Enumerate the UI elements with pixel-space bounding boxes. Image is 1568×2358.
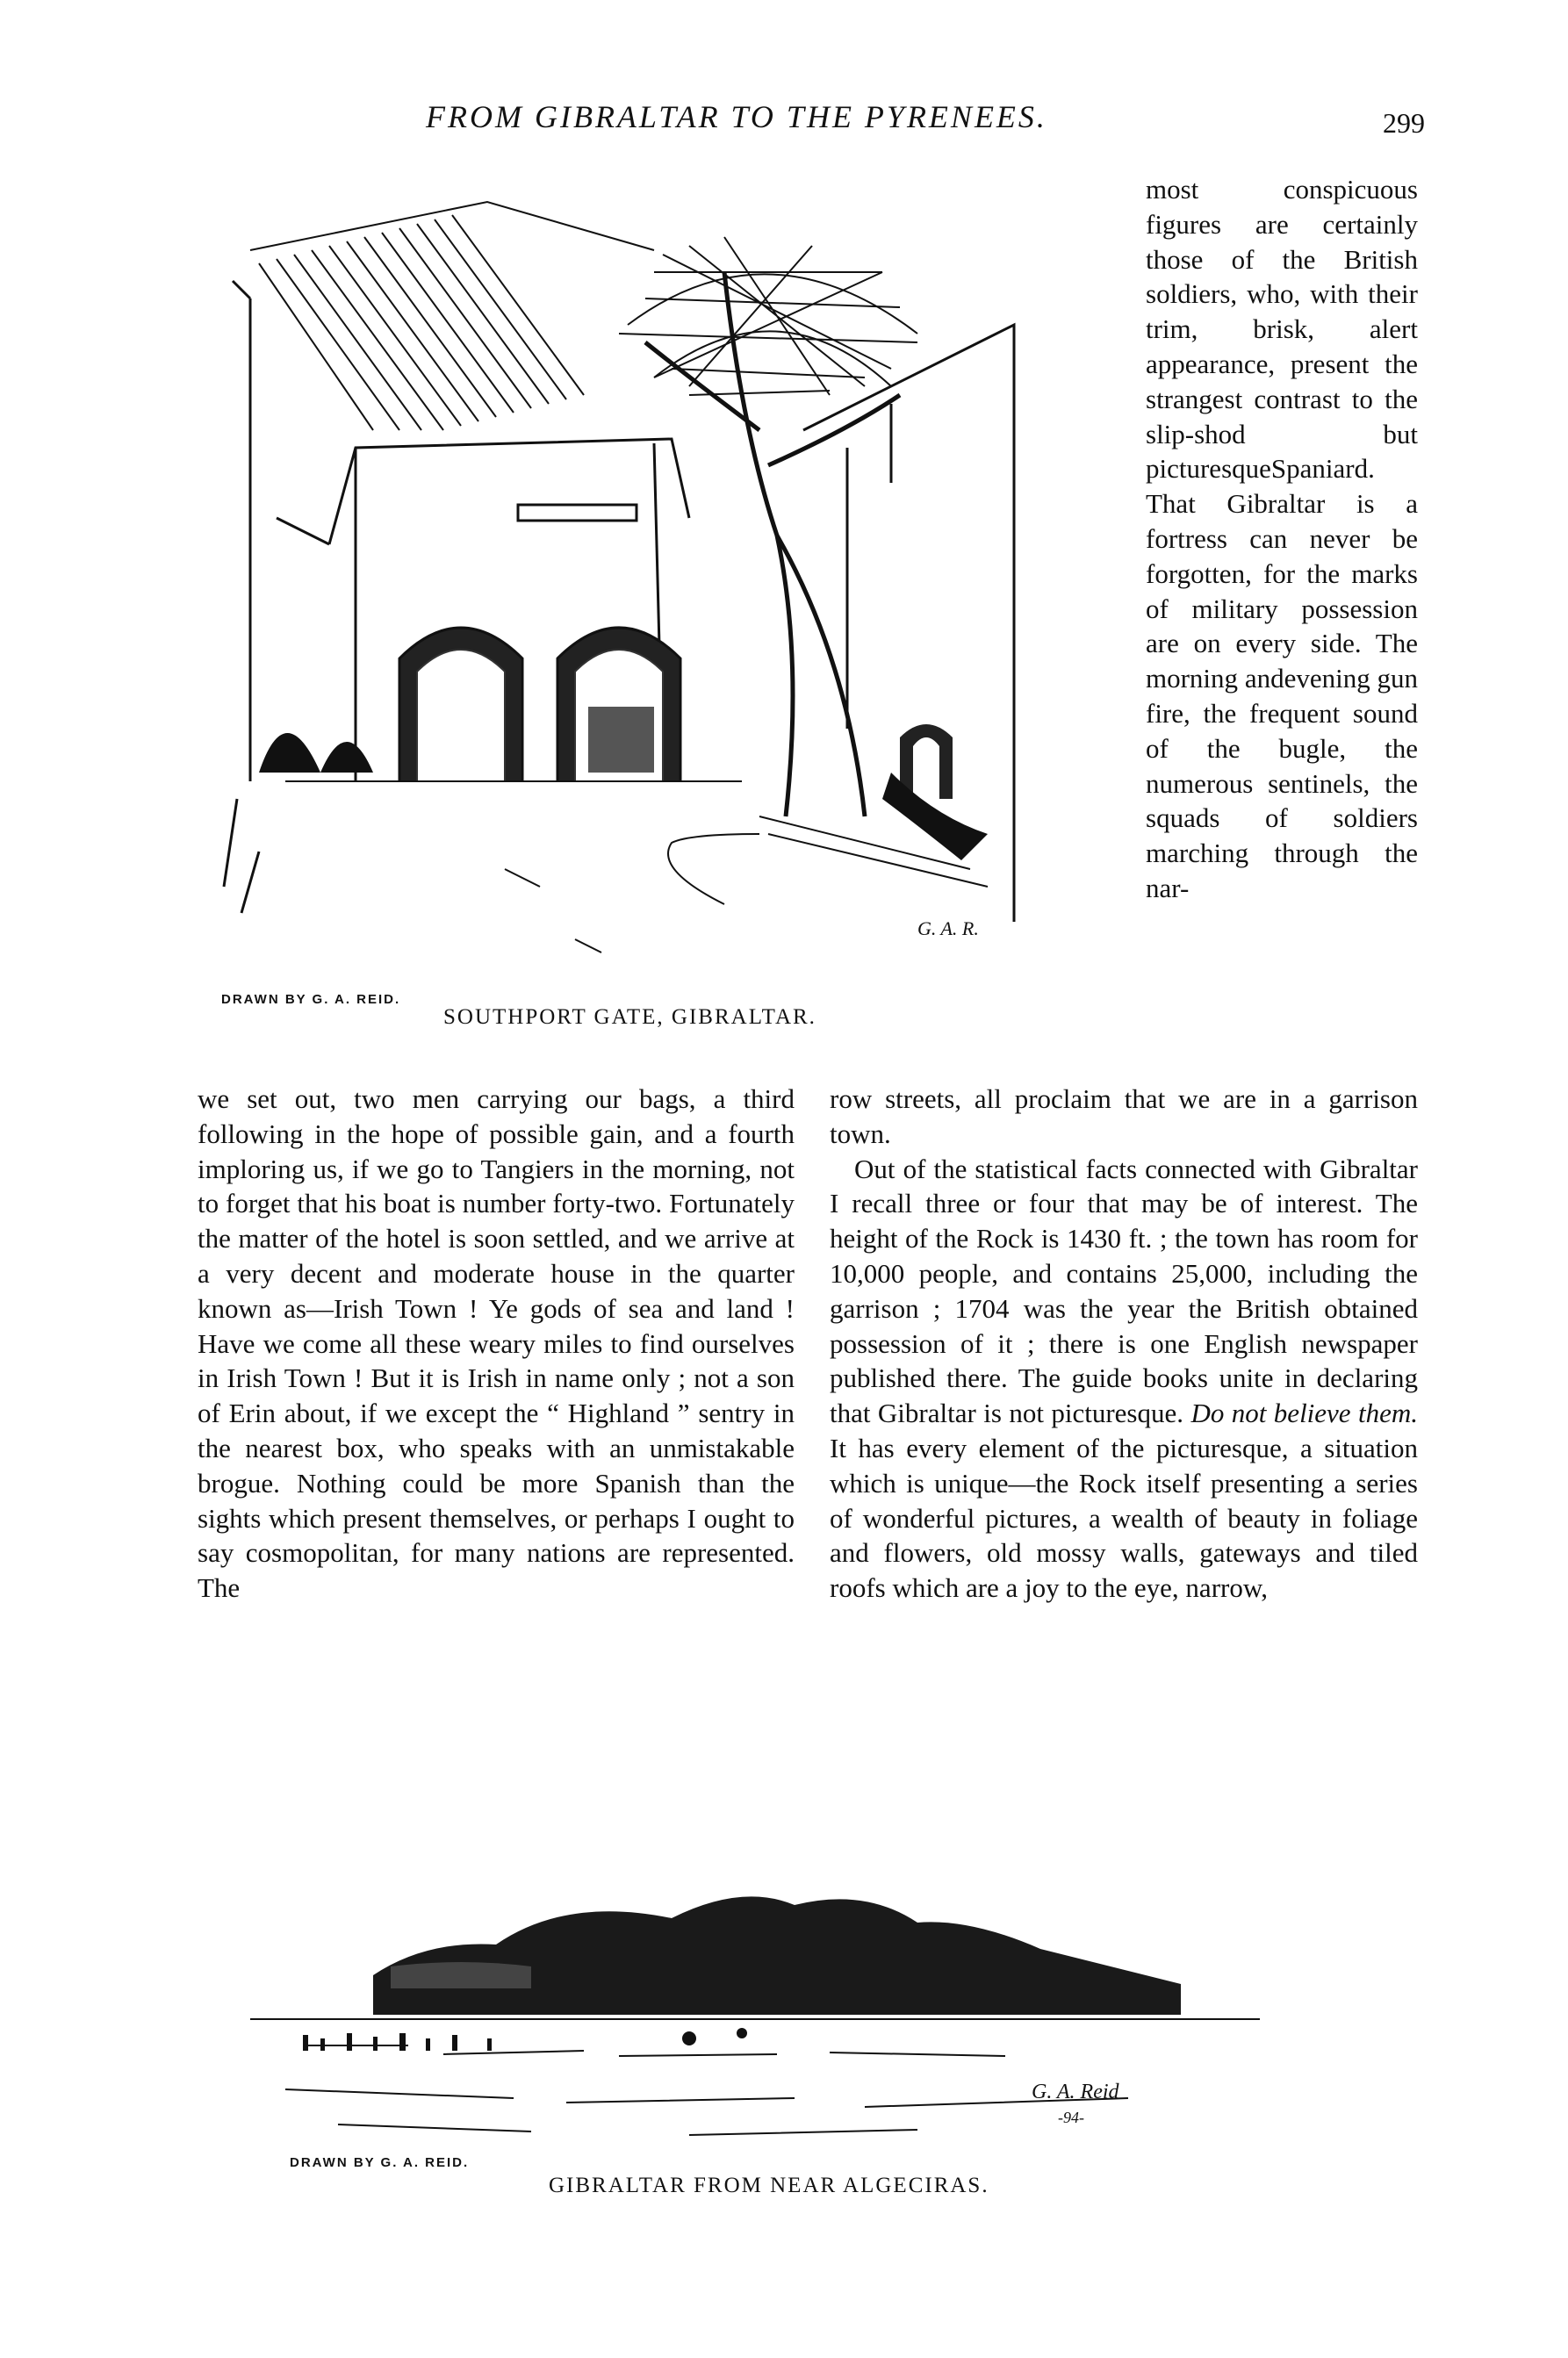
text-column-left bbox=[198, 1082, 795, 1606]
text-column-right bbox=[830, 1082, 1418, 1606]
gibraltar-rock-illustration bbox=[250, 1835, 1260, 2160]
figure-2-caption: GIBRALTAR FROM NEAR ALGECIRAS. bbox=[549, 2174, 989, 2197]
right-paragraph-2-start: Out of the statistical facts connected with Gibraltar I recall three or four that may be of interest. The height of the Rock is 1430 ft. ; the town has room for 10,000 people, and contains 25,000, including the garrison ; 1704 was the year the British obtained possession of it ; there is one English newspaper published there. The guide books unite in declaring that Gibraltar is not picturesque. bbox=[830, 1153, 1418, 1429]
left-paragraph: we set out, two men carrying our bags, a third following in the hope of possible gain, and a fourth imploring us, if we go to Tangiers in the morning, not to forget that his boat is number forty-two. Fortunately the matter of the hotel is soon settled, and we arrive at a very decent and moderate house in the quarter known as—Irish Town ! Ye gods of sea and land ! Have we come all these weary miles to find ourselves in Irish Town ! But it is Irish in name only ; not a son of Erin about, if we except the “ Highland ” sentry in the nearest box, who speaks with an unmistakable brogue. Nothing could be more Spanish than the sights which present themselves, or perhaps I ought to say cosmopolitan, for many nations are represented. The bbox=[198, 1083, 795, 1604]
right-top-paragraph: most conspicuous figures are certainly those of the British soldiers, who, with their trim, brisk, alert appearance, present the strangest contrast to the slip-shod but picturesqueSpaniard. That Gibraltar is a fortress can never be forgotten, for the marks of military possession are on every side. The morning andevening gun fire, the frequent sound of the bugle, the numerous sentinels, the squads of soldiers marching through the nar- bbox=[1146, 174, 1418, 903]
figure-2-signature-year: -94- bbox=[1058, 2109, 1084, 2126]
figure-2-signature: G. A. Reid bbox=[1032, 2081, 1119, 2103]
figure-1-signature: G. A. R. bbox=[917, 917, 979, 939]
running-title: FROM GIBRALTAR TO THE PYRENEES. bbox=[426, 99, 1047, 134]
page-number: 299 bbox=[1383, 107, 1425, 139]
right-paragraph-2-end: It has every element of the picturesque, a situation which is unique—the Rock itself presenting a series of wonderful pictures, a wealth of beauty in foliage and flowers, old mossy walls, gateways and tiled roofs which are a joy to the eye, narrow, bbox=[830, 1432, 1418, 1604]
figure-2-credit: DRAWN BY G. A. REID. bbox=[290, 2155, 470, 2170]
right-paragraph-2 bbox=[830, 1152, 1418, 1606]
right-paragraph-2-italic: Do not believe them. bbox=[1190, 1398, 1419, 1429]
figure-1-credit: DRAWN BY G. A. REID. bbox=[221, 992, 401, 1007]
figure-1-caption: SOUTHPORT GATE, GIBRALTAR. bbox=[443, 1005, 816, 1029]
right-paragraph-1: row streets, all proclaim that we are in a garrison town. bbox=[830, 1083, 1418, 1149]
text-column-right-top bbox=[1146, 172, 1418, 906]
southport-gate-illustration bbox=[198, 167, 1154, 974]
